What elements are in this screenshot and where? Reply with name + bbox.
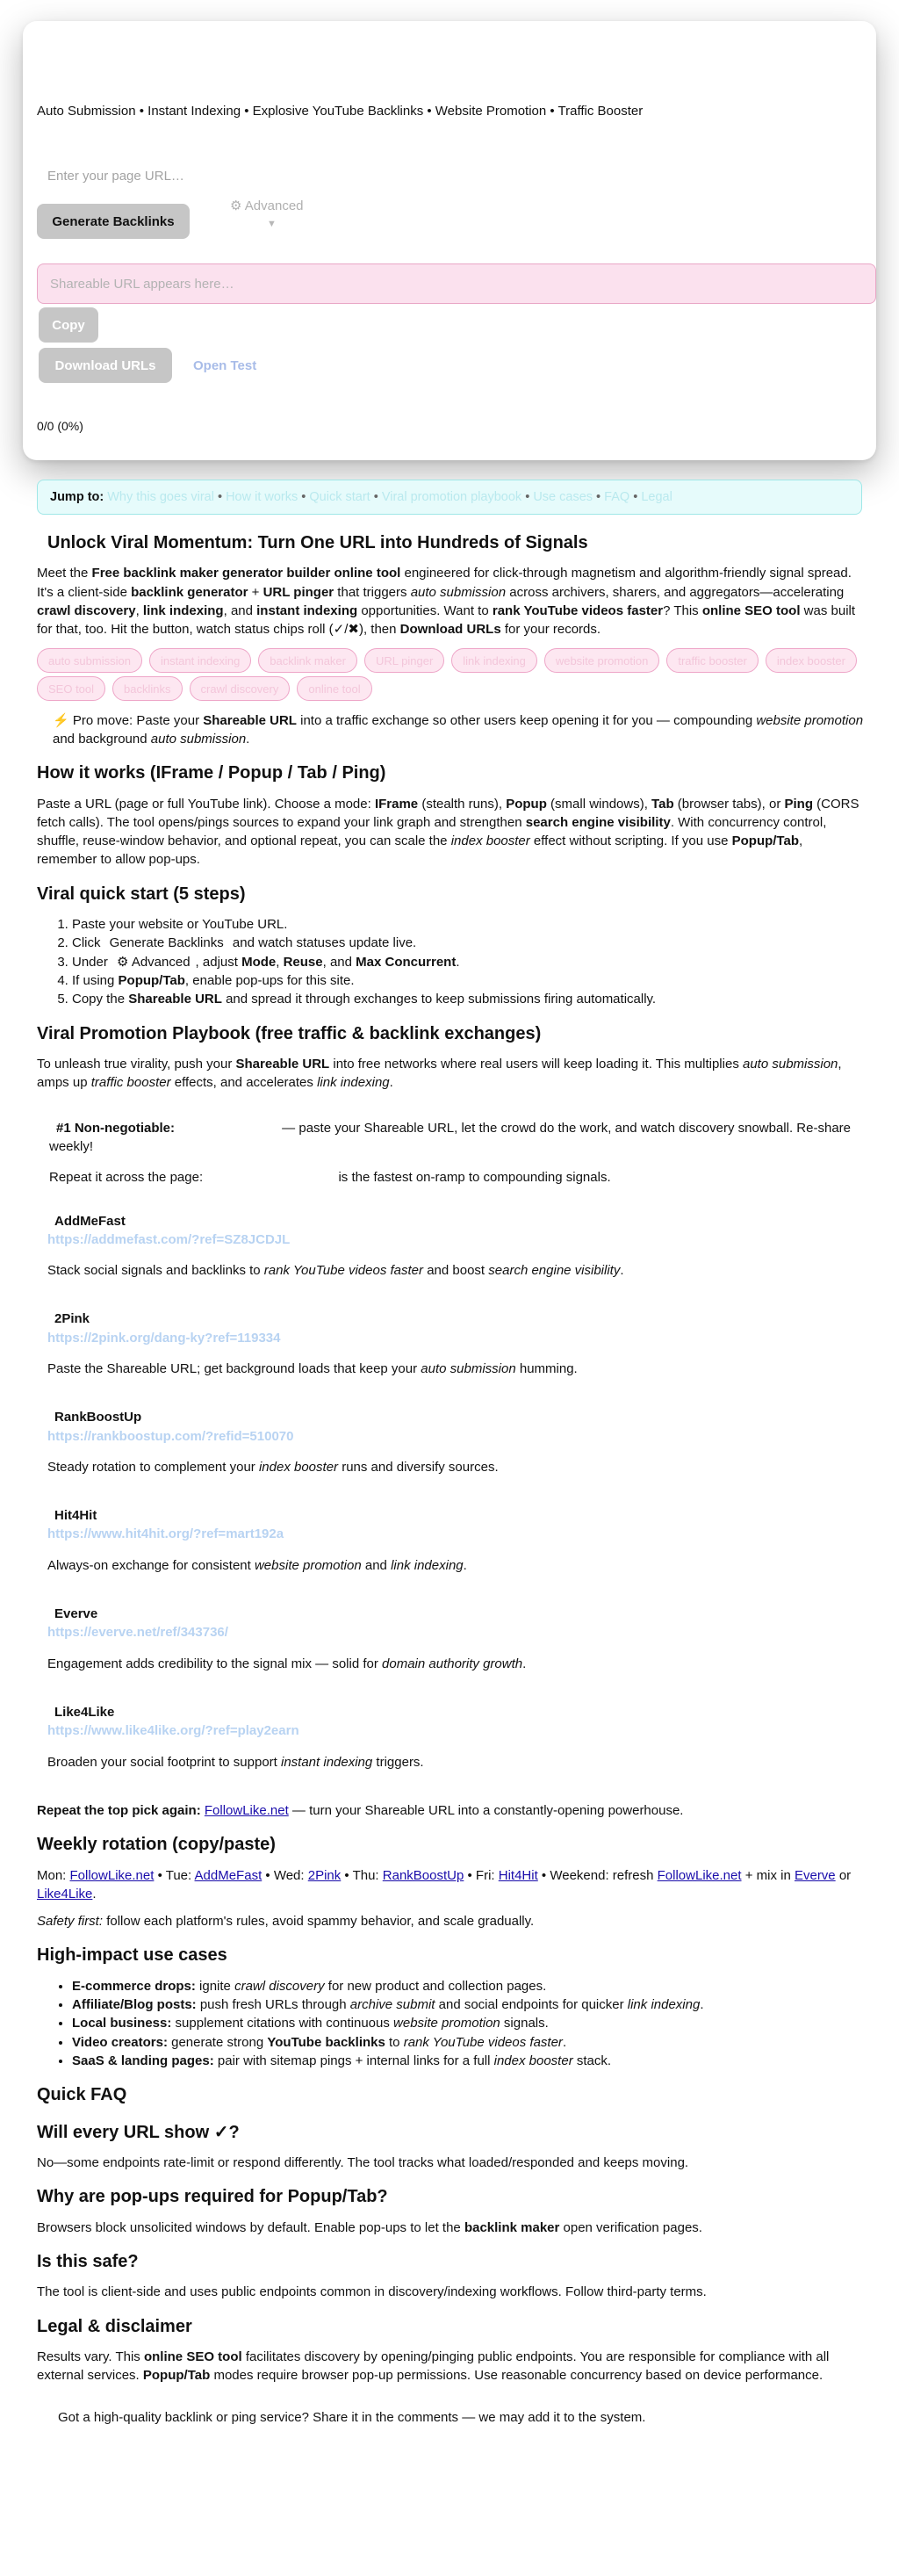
faq-question: Why are pop-ups required for Popup/Tab? xyxy=(37,2187,388,2207)
list-item: 4. If using Popup/Tab, enable pop-ups for this site. xyxy=(72,971,864,990)
use-cases-heading: High-impact use cases xyxy=(37,1945,227,1966)
keyword-pill[interactable]: backlinks xyxy=(112,676,182,701)
non-negotiable-tip: #1 Non-negotiable: — paste your Shareable URL, let the crowd do the work, and watch discovery snowball. Re-share weekly! xyxy=(49,1120,852,1154)
list-item: • Affiliate/Blog posts: push fresh URLs through archive submit and social endpoints for quicker link indexing. xyxy=(72,1995,864,2014)
keyword-pill[interactable]: link indexing xyxy=(451,648,537,673)
pro-move-tip: ⚡ Pro move: Paste your Shareable URL into a traffic exchange so other users keep opening it for you — compounding website promotion and background auto submission. xyxy=(53,712,864,747)
exchange-link[interactable]: https://www.hit4hit.org/?ref=mart192a xyxy=(47,1526,284,1542)
exchange-rankboostup xyxy=(47,1408,864,1476)
exchange-name: Everve xyxy=(54,1606,98,1622)
exchange-link[interactable]: https://everve.net/ref/343736/ xyxy=(47,1625,228,1641)
rotation-link[interactable]: RankBoostUp xyxy=(382,1867,464,1883)
backlink-tool-card xyxy=(23,21,876,460)
keyword-pill[interactable]: SEO tool xyxy=(37,676,105,701)
repeat-tip: Repeat it across the page: is the fastest on-ramp to compounding signals. xyxy=(49,1170,611,1186)
rotation-link[interactable]: Like4Like xyxy=(37,1886,93,1901)
rotation-link[interactable]: FollowLike.net xyxy=(657,1867,742,1883)
jump-link-why-viral[interactable]: Why this goes viral xyxy=(107,490,214,504)
faq-answer: The tool is client-side and uses public endpoints common in discovery/indexing workflows. Follow third-party terms. xyxy=(37,2284,707,2300)
rotation-link[interactable]: AddMeFast xyxy=(194,1867,263,1883)
exchange-description: Engagement adds credibility to the signal mix — solid for domain authority growth. xyxy=(47,1656,527,1671)
how-it-works-text: Paste a URL (page or full YouTube link). Choose a mode: IFrame (stealth runs), Popup (small windows), Tab (browser tabs), or Ping (CORS fetch calls). The tool opens/pings sources to expand your link graph and strengthen search engine visibility. With concurrency control, shuffle, reuse-window behavior, and optional repeat, you can scale the index booster effect without scripting. If you use Popup/Tab, remember to allow pop-ups. xyxy=(37,796,859,868)
submit-service-note: Got a high-quality backlink or ping service? Share it in the comments — we may add it to the system. xyxy=(58,2409,646,2425)
keyword-pill[interactable]: crawl discovery xyxy=(190,676,291,701)
page-title: Unlock Viral Momentum: Turn One URL into Hundreds of Signals xyxy=(47,533,588,552)
list-item: • SaaS & landing pages: pair with sitemap pings + internal links for a full index booster stack. xyxy=(72,2052,864,2070)
rotation-link[interactable]: FollowLike.net xyxy=(69,1867,155,1883)
exchange-description: Broaden your social footprint to support instant indexing triggers. xyxy=(47,1754,424,1770)
how-it-works-heading: How it works (IFrame / Popup / Tab / Ping) xyxy=(37,763,386,783)
keyword-pill[interactable]: index booster xyxy=(766,648,857,673)
keyword-pill[interactable]: instant indexing xyxy=(149,648,251,673)
list-item: • E-commerce drops: ignite crawl discovery for new product and collection pages. xyxy=(72,1977,864,1995)
shareable-url-field[interactable]: Shareable URL appears here… xyxy=(37,263,876,304)
keyword-pill[interactable]: traffic booster xyxy=(666,648,759,673)
rotation-link[interactable]: 2Pink xyxy=(307,1867,342,1883)
exchange-link[interactable]: https://rankboostup.com/?refid=510070 xyxy=(47,1428,294,1444)
keyword-pill[interactable]: auto submission xyxy=(37,648,142,673)
list-item: • Local business: supplement citations with continuous website promotion signals. xyxy=(72,2014,864,2032)
advanced-toggle[interactable]: ⚙ Advanced xyxy=(230,198,304,213)
open-test-link[interactable]: Open Test xyxy=(193,358,257,373)
exchange-link[interactable]: https://2pink.org/dang-ky?ref=119334 xyxy=(47,1330,281,1346)
jump-link-use-cases[interactable]: Use cases xyxy=(533,490,593,504)
playbook-heading: Viral Promotion Playbook (free traffic & backlink exchanges) xyxy=(37,1023,542,1043)
list-item: • Video creators: generate strong YouTube backlinks to rank YouTube videos faster. xyxy=(72,2033,864,2052)
tool-tagline: Auto Submission • Instant Indexing • Explosive YouTube Backlinks • Website Promotion • Traffic Booster xyxy=(37,104,644,119)
exchange-description: Paste the Shareable URL; get background loads that keep your auto submission humming. xyxy=(47,1360,578,1376)
exchange-name: 2Pink xyxy=(54,1311,90,1327)
exchange-name: Hit4Hit xyxy=(54,1508,97,1524)
playbook-intro: To unleash true virality, push your Shareable URL into free networks where real users will keep loading it. This multiplies auto submission, amps up traffic booster effects, and accelerates link indexing. xyxy=(37,1057,842,1091)
exchange-like4like xyxy=(47,1703,864,1771)
jump-label: Jump to: xyxy=(50,490,104,504)
jump-link-faq[interactable]: FAQ xyxy=(604,490,630,504)
exchange-description: Stack social signals and backlinks to rank YouTube videos faster and boost search engine visibility. xyxy=(47,1263,624,1279)
rotation-link[interactable]: Hit4Hit xyxy=(498,1867,538,1883)
faq-question: Is this safe? xyxy=(37,2252,139,2272)
use-cases-list xyxy=(37,1977,864,2070)
legal-heading: Legal & disclaimer xyxy=(37,2316,192,2336)
inline-generate-button[interactable]: Generate Backlinks xyxy=(109,935,224,951)
exchange-everve xyxy=(47,1605,864,1673)
keyword-pill[interactable]: backlink maker xyxy=(258,648,357,673)
exchange-name: RankBoostUp xyxy=(54,1410,142,1425)
safety-note: Safety first: follow each platform's rules, avoid spammy behavior, and scale gradually. xyxy=(37,1914,535,1930)
article-content xyxy=(37,527,864,2427)
faq-answer: Browsers block unsolicited windows by default. Enable pop-ups to let the backlink maker open verification pages. xyxy=(37,2219,702,2235)
list-item: 3. Under ⚙ Advanced , adjust Mode, Reuse, and Max Concurrent. xyxy=(72,953,864,971)
keyword-pills xyxy=(37,648,864,701)
faq-heading: Quick FAQ xyxy=(37,2085,127,2105)
faq-question: Will every URL show ✓? xyxy=(37,2122,240,2142)
inline-advanced-button[interactable]: ⚙ Advanced xyxy=(117,954,191,970)
progress-counter: 0/0 (0%) xyxy=(37,419,83,433)
rotation-link[interactable]: Everve xyxy=(794,1867,836,1883)
exchange-link[interactable]: https://www.like4like.org/?ref=play2earn xyxy=(47,1723,299,1739)
top-pick-callout: Repeat the top pick again: FollowLike.net — turn your Shareable URL into a constantly-opening powerhouse. xyxy=(37,1802,684,1818)
list-item: 1. Paste your website or YouTube URL. xyxy=(72,915,864,934)
exchange-hit4hit xyxy=(47,1506,864,1575)
keyword-pill[interactable]: website promotion xyxy=(544,648,660,673)
exchange-description: Steady rotation to complement your index booster runs and diversify sources. xyxy=(47,1459,499,1475)
keyword-pill[interactable]: online tool xyxy=(297,676,371,701)
legal-text: Results vary. This online SEO tool facilitates discovery by opening/pinging public endpoints. You are responsible for compliance with all external services. Popup/Tab modes require browser pop-up permissions. Use reasonable concurrency based on device performance. xyxy=(37,2349,830,2384)
exchange-2pink xyxy=(47,1310,864,1378)
quick-start-steps xyxy=(37,915,864,1008)
exchange-name: Like4Like xyxy=(54,1704,115,1720)
exchange-description: Always-on exchange for consistent website promotion and link indexing. xyxy=(47,1557,467,1573)
exchange-addmefast xyxy=(47,1212,864,1281)
page-url-input[interactable] xyxy=(37,158,493,193)
list-item: 5. Copy the Shareable URL and spread it through exchanges to keep submissions firing automatically. xyxy=(72,990,864,1008)
weekly-rotation-heading: Weekly rotation (copy/paste) xyxy=(37,1835,276,1855)
faq-answer: No—some endpoints rate-limit or respond differently. The tool tracks what loaded/responded and keeps moving. xyxy=(37,2155,689,2171)
quick-start-heading: Viral quick start (5 steps) xyxy=(37,884,246,904)
keyword-pill[interactable]: URL pinger xyxy=(364,648,444,673)
intro-paragraph: Meet the Free backlink maker generator builder online tool engineered for click-through magnetism and algorithm-friendly signal spread. It's a client-side backlink generator + URL pinger that triggers auto submission across archivers, sharers, and aggregators—accelerating crawl discovery, link indexing, and instant indexing opportunities. Want to rank YouTube videos faster? This online SEO tool was built for that, too. Hit the button, watch status chips roll (✓/✖), then Download URLs for your records. xyxy=(37,566,856,638)
jump-link-how-it-works[interactable]: How it works xyxy=(226,490,298,504)
exchange-name: AddMeFast xyxy=(54,1213,126,1229)
weekly-rotation-text: Mon: FollowLike.net • Tue: AddMeFast • Wed: 2Pink • Thu: RankBoostUp • Fri: Hit4Hit • Weekend: refresh FollowLike.net + mix in Everve or Like4Like. xyxy=(37,1867,852,1901)
jump-link-playbook[interactable]: Viral promotion playbook xyxy=(381,490,522,504)
chevron-down-icon[interactable]: ▼ xyxy=(267,219,277,229)
generate-backlinks-button[interactable]: Generate Backlinks xyxy=(37,204,190,239)
followlike-link[interactable]: FollowLike.net xyxy=(204,1802,289,1818)
jump-link-legal[interactable]: Legal xyxy=(641,490,672,504)
list-item: 2. Click Generate Backlinks and watch statuses update live. xyxy=(72,934,864,952)
exchange-link[interactable]: https://addmefast.com/?ref=SZ8JCDJL xyxy=(47,1231,291,1247)
jump-to-nav: Jump to: Why this goes viral • How it works • Quick start • Viral promotion playbook • Use cases • FAQ • Legal xyxy=(37,480,862,515)
copy-button[interactable]: Copy xyxy=(39,307,98,343)
download-urls-button[interactable]: Download URLs xyxy=(39,348,172,383)
jump-link-quick-start[interactable]: Quick start xyxy=(309,490,370,504)
